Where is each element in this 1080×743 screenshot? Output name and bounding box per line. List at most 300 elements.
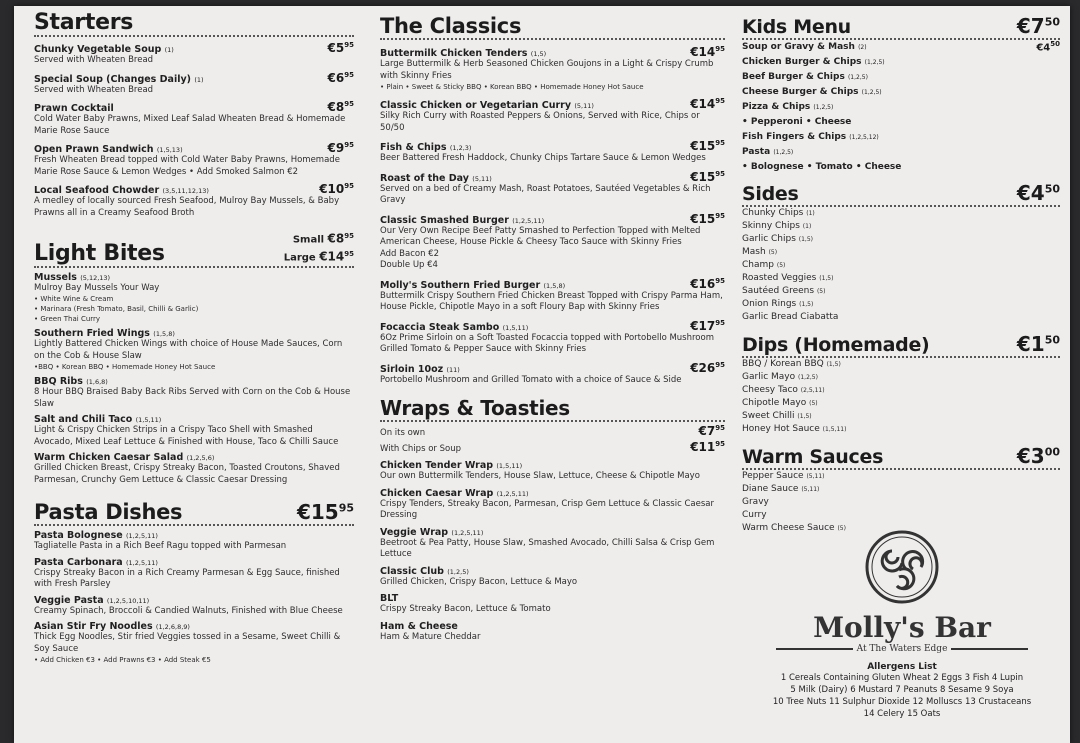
column-right [742,6,1060,719]
sides-header [742,181,1060,207]
menu-item [380,566,725,589]
classics-section [380,14,725,386]
menu-item-name [34,530,158,541]
menu-item-price [690,139,725,153]
menu-item-description: Served with Wheaten Bread [34,55,154,65]
pasta-price [297,500,354,524]
menu-item-title: Open Prawn Sandwich [34,144,154,155]
wraps-own-price [699,424,725,438]
menu-item-description: Served with Wheaten Bread [34,84,154,95]
menu-item-description: Served on a bed of Creamy Mash, Roast Potatoes, Sautéed Vegetables & Rich Gravy [380,183,711,205]
menu-item-name [34,185,209,196]
allergens-line-3: 10 Tree Nuts 11 Sulphur Dioxide 12 Molluscs 13 Crustaceans [772,697,1032,707]
allergen-codes: (3,5,11,12,13) [162,187,209,195]
menu-item-options: • Marinara (Fresh Tomato, Basil, Chilli & Garlic) [34,305,199,314]
allergen-codes: (1,2,5,10,11) [106,596,150,605]
menu-item [34,182,354,219]
allergens-line-4: 14 Celery 15 Oats [863,709,941,719]
allergen-codes: (5,12,13) [80,273,111,282]
menu-item-row [380,212,725,226]
price-euros: €10 [319,182,345,196]
classics-title: The Classics [380,14,522,38]
menu-item-title: Asian Stir Fry Noodles [34,621,153,633]
price-euros: €6 [327,70,345,85]
menu-item-description: Light & Crispy Chicken Strips in a Crispy Taco Shell with Smashed Avocado, Mixed Leaf Lettuce & Finished with House, Taco & Chilli Sauce [34,425,339,447]
sauces-price [1017,444,1060,468]
list-item [742,145,1060,160]
allergen-codes: (1,2,5) [813,104,834,111]
menu-item-row [34,414,354,425]
light-bites-list [34,272,354,487]
menu-item-title: BBQ Ribs [34,376,83,388]
menu-item-title: Special Soup (Changes Daily) [34,73,191,85]
list-item-name: Sautéed Greens [742,286,815,296]
allergen-codes: (1,5) [530,50,547,58]
light-bites-header [34,229,354,268]
price-euros: €15 [690,211,716,226]
menu-item-description: Grilled Chicken, Crispy Bacon, Lettuce & Mayo [380,576,578,587]
menu-item-name [380,566,469,577]
list-item [742,160,1060,175]
menu-item-name [34,595,149,606]
allergen-codes: (5) [776,262,786,269]
menu-item-name [380,527,483,538]
column-left [34,6,354,665]
menu-item-name [34,621,190,632]
menu-item-title: Classic Club [380,565,444,577]
menu-item [34,328,354,372]
allergen-codes: (1,2,5,12) [849,134,879,141]
list-item-name: Pepper Sauce [742,471,804,481]
menu-item-row [380,566,725,577]
price-cents: 95 [715,276,725,285]
menu-item-description: A medley of locally sourced Fresh Seafood, Mulroy Bay Mussels, & Baby Prawns all in a Creamy Seafood Broth [34,196,340,218]
allergen-codes: (1,2,5,11) [496,489,529,498]
menu-item-row [34,71,354,85]
menu-item-row [380,97,725,111]
wraps-chips-cents: 95 [715,439,725,448]
kids-body [742,40,1060,175]
list-item [742,371,1060,384]
menu-item-title: Pasta Bolognese [34,530,123,542]
menu-item-price [690,361,725,375]
light-bites-section [34,229,354,486]
allergen-codes: (1,2,3) [449,144,472,152]
menu-sheet [14,6,1070,743]
menu-item-title: Sirloin 10oz [380,363,444,375]
sides-section [742,181,1060,324]
menu-item-name [34,103,114,114]
menu-item-row [34,621,354,632]
list-item-name: Pasta [742,147,771,157]
allergen-codes: (1,2,5) [847,74,868,81]
menu-item-options: • White Wine & Cream [34,295,114,304]
list-item [742,130,1060,145]
list-item [742,410,1060,423]
menu-item-title: Warm Chicken Caesar Salad [34,452,184,464]
menu-item-description: Add Bacon €2 [380,248,439,259]
dips-price-cents: 50 [1044,333,1060,347]
sides-price-euros: €4 [1016,181,1045,205]
list-item [742,115,1060,130]
sauces-header [742,444,1060,470]
menu-item-name [380,593,398,604]
menu-item-row [34,328,354,339]
menu-item-price [690,170,725,184]
list-item [742,483,1060,496]
menu-item [380,319,725,356]
price-cents: 95 [715,318,725,327]
allergen-codes: (1,5) [819,275,834,282]
menu-item-title: Focaccia Steak Sambo [380,321,500,333]
dips-price [1017,332,1060,356]
allergen-codes: (1,2,5) [447,567,469,576]
allergen-codes: (1,5,11) [822,426,847,433]
list-item [742,470,1060,483]
allergen-codes: (1,2,5) [773,149,794,156]
wraps-chips-label: With Chips or Soup [380,443,461,454]
wraps-list [380,460,725,643]
price-cents: 95 [715,97,725,105]
allergen-codes: (1,5,11) [502,323,529,332]
menu-item-name [380,488,529,499]
kids-price-cents: 50 [1044,15,1060,29]
menu-item-price [328,141,354,155]
menu-item-name [34,328,175,339]
allergens-title: Allergens List [867,662,937,672]
list-item-name: • Pepperoni • Cheese [742,117,852,127]
price-euros: €14 [690,45,716,59]
menu-item-row [380,527,725,538]
menu-item-title: Mussels [34,271,77,283]
tagline-line-left [776,648,853,650]
menu-item-row [34,182,354,196]
menu-item-name [34,414,161,425]
price-cents: 95 [715,360,725,369]
menu-item-price [690,212,725,226]
allergen-codes: (1,5,8) [543,281,566,290]
menu-item [380,460,725,483]
small-label: Small [292,234,325,246]
menu-item-description: 6Oz Prime Sirloin on a Soft Toasted Focaccia topped with Portobello Mushroom Grilled Tomato & Pepper Sauce with Skinny Fries [380,332,714,354]
allergen-codes: (1,2,6,8,9) [155,623,190,632]
starters-section [34,10,354,219]
menu-item-price [319,182,354,196]
kids-list [742,40,1060,175]
list-item-name: Honey Hot Sauce [742,424,820,434]
menu-item-price [690,319,725,333]
menu-item-title: Fish & Chips [380,142,447,153]
menu-item [34,530,354,553]
brand-block [772,529,1032,720]
menu-item-options: • Add Chicken €3 • Add Prawns €3 • Add Steak €5 [34,656,211,665]
menu-item-description: Portobello Mushroom and Grilled Tomato with a choice of Sauce & Side [380,374,682,385]
allergen-codes: (1,5) [826,361,841,368]
menu-item-title: Veggie Pasta [34,594,104,606]
price-euros: €17 [690,318,716,333]
menu-item [34,376,354,410]
menu-item-row [380,361,725,375]
large-price: €14 [319,249,345,264]
list-item [742,259,1060,272]
menu-item-row [34,452,354,463]
menu-item-price [328,71,354,85]
menu-item-name [380,364,460,375]
menu-item [380,139,725,165]
allergen-codes: (1,6,8) [86,378,108,387]
kids-price [1017,14,1060,38]
menu-item-name [380,142,471,153]
menu-item-row [380,593,725,604]
menu-item-row [34,41,354,55]
allergen-codes: (1) [802,223,812,230]
list-item-name: Cheesy Taco [742,385,798,395]
menu-item-title: Chunky Vegetable Soup [34,44,162,55]
wraps-own-label: On its own [380,428,426,438]
menu-item-title: Veggie Wrap [380,526,449,538]
menu-item-description: Grilled Chicken Breast, Crispy Streaky Bacon, Toasted Croutons, Shaved Parmesan, Crunchy Gem Lettuce & Classic Caesar Dressing [34,463,340,485]
tagline-line-right [951,648,1028,650]
menu-item-title: Molly's Southern Fried Burger [380,279,541,291]
starters-list [34,41,354,219]
menu-item-name [380,173,492,184]
kids-header [742,14,1060,40]
menu-item [34,557,354,591]
menu-item-description: Thick Egg Noodles, Stir fried Veggies tossed in a Sesame, Sweet Chilli & Soy Sauce [34,632,341,654]
allergen-codes: (1) [194,75,204,84]
price-euros: €16 [690,276,716,291]
menu-item [380,527,725,561]
list-item-name: Garlic Mayo [742,372,796,382]
menu-item-name [34,74,204,85]
list-item-name: Gravy [742,497,769,507]
wraps-own-cents: 95 [715,424,725,432]
menu-item-title: Ham & Cheese [380,620,458,632]
sides-title: Sides [742,183,799,205]
dips-price-euros: €1 [1016,332,1045,356]
menu-item-row [380,460,725,471]
allergen-codes: (1,2,5,11) [512,216,545,225]
classics-list [380,45,725,386]
menu-item-row [380,488,725,499]
list-item-name: Garlic Bread Ciabatta [742,312,839,322]
list-item [742,496,1060,509]
list-item [742,233,1060,246]
classics-header [380,14,725,40]
menu-item-title: BLT [380,593,399,604]
wraps-chips-price [690,440,725,454]
small-cents: 95 [344,232,354,240]
allergen-codes: (5,11) [806,473,825,480]
menu-item-name [380,460,522,471]
allergen-codes: (1,2,5) [861,89,882,96]
allergen-codes: (5) [809,400,818,407]
wraps-own-euros: €7 [698,424,716,438]
menu-item-description: Silky Rich Curry with Roasted Peppers & Onions, Served with Rice, Chips or 50/50 [380,111,700,133]
list-item-name: Champ [742,260,774,270]
menu-item-name [34,44,174,55]
price-euros: €26 [690,360,716,375]
menu-item-title: Local Seafood Chowder [34,185,160,196]
list-item-name: Garlic Chips [742,234,796,244]
allergen-codes: (1,5) [797,413,812,420]
sides-list [742,207,1060,324]
menu-item-title: Chicken Tender Wrap [380,460,494,471]
menu-item-description: Our Very Own Recipe Beef Patty Smashed to Perfection Topped with Melted American Cheese, House Pickle & Cheesy Taco Sauce with Skinny Fries [380,225,701,247]
allergen-codes: (1,5) [798,236,813,243]
menu-item-name [380,100,594,111]
menu-item-row [380,139,725,153]
list-item [742,423,1060,436]
allergen-codes: (5,11) [801,486,820,493]
list-item-name: Fish Fingers & Chips [742,132,847,142]
column-middle [380,6,725,643]
kids-title: Kids Menu [742,16,851,38]
sauces-section [742,444,1060,535]
list-item-name: Warm Cheese Sauce [742,523,835,533]
menu-item-description: Fresh Wheaten Bread topped with Cold Water Baby Prawns, Homemade Marie Rose Sauce & Lemon Wedges • Add Smoked Salmon €2 [34,155,340,177]
allergen-codes: (1,2,5,11) [126,532,158,541]
menu-item [34,621,354,665]
list-item-name: Chipotle Mayo [742,398,807,408]
triskele-logo-icon [864,529,940,605]
menu-item [380,621,725,644]
dips-list [742,358,1060,436]
allergen-codes: (1,2,5,6) [186,454,215,463]
allergen-codes: (5,11) [472,174,492,183]
list-item [742,55,1060,70]
allergen-codes: (5) [837,525,846,532]
allergen-codes: (5) [816,288,826,295]
menu-item-description: Crispy Tenders, Streaky Bacon, Parmesan, Crisp Gem Lettuce & Classic Caesar Dressing [380,498,714,520]
menu-item-title: Classic Smashed Burger [380,214,509,226]
dips-title: Dips (Homemade) [742,334,930,356]
menu-item-description: Large Buttermilk & Herb Seasoned Chicken Goujons in a Light & Crispy Crumb with Skinny Fries [380,59,714,81]
allergen-codes: (2,5,11) [800,387,825,394]
price-cents: 95 [344,182,354,190]
menu-item-description: Double Up €4 [380,260,438,270]
allergen-codes: (5) [768,249,778,256]
list-item [742,311,1060,324]
menu-item-description: 8 Hour BBQ Braised Baby Back Ribs Served with Corn on the Cob & House Slaw [34,387,351,409]
allergen-codes: (2) [858,44,867,51]
allergens-list [772,672,1032,720]
sauces-price-cents: 00 [1044,445,1060,459]
menu-item-options: • Green Thai Curry [34,315,101,324]
large-cents: 95 [344,250,354,259]
menu-item-title: Classic Chicken or Vegetarian Curry [380,100,572,111]
list-item-name: Pizza & Chips [742,102,811,112]
allergens-line-1: 1 Cereals Containing Gluten Wheat 2 Eggs 3 Fish 4 Lupin [780,673,1024,683]
wraps-title: Wraps & Toasties [380,396,570,420]
wraps-header [380,396,725,422]
allergen-codes: (1,2,5,11) [451,528,484,537]
menu-item-price [328,100,354,114]
menu-item [34,452,354,486]
list-item [742,509,1060,522]
list-item-name: Skinny Chips [742,221,800,231]
menu-item [380,97,725,134]
menu-item-description: Tagliatelle Pasta in a Rich Beef Ragu topped with Parmesan [34,541,287,552]
price-euros: €15 [690,139,716,153]
list-item-name: Onion Rings [742,299,797,309]
list-item-name: Roasted Veggies [742,273,817,283]
allergen-codes: (1,2,5) [864,59,885,66]
allergen-codes: (1,5,11) [135,416,162,425]
list-item-name: Mash [742,247,766,257]
kids-section [742,14,1060,175]
list-item [742,40,1060,55]
list-item-name: Soup or Gravy & Mash [742,42,855,52]
brand-tagline-row [772,644,1032,654]
list-item [742,384,1060,397]
menu-item-name [34,144,183,155]
menu-item-row [34,141,354,155]
wraps-own-row [380,424,725,440]
menu-item-price [690,97,725,111]
light-bites-prices [284,229,354,266]
price-euros: €5 [327,41,345,55]
starters-title: Starters [34,10,134,35]
menu-item [380,361,725,387]
menu-item-name [380,48,546,59]
menu-item-row [34,557,354,568]
price-cents: 95 [344,41,354,49]
list-item [742,207,1060,220]
sauces-price-euros: €3 [1016,444,1045,468]
menu-item-description: Creamy Spinach, Broccoli & Candied Walnuts, Finished with Blue Cheese [34,605,343,616]
price-euros: €14 [690,97,716,111]
menu-item-title: Chicken Caesar Wrap [380,487,494,499]
menu-item-name [380,215,544,226]
list-item [742,70,1060,85]
menu-item-description: Ham & Mature Cheddar [380,631,481,642]
menu-item [380,45,725,92]
allergen-codes: (1) [164,46,174,54]
list-item [742,246,1060,259]
menu-item [34,272,354,325]
brand-tagline: At The Waters Edge [856,644,948,654]
menu-item-row [380,319,725,333]
menu-item-title: Pasta Carbonara [34,556,123,568]
menu-item [380,488,725,522]
kids-price-2 [1036,40,1060,53]
menu-item [380,593,725,616]
sides-price [1017,181,1060,205]
menu-item-row [34,272,354,283]
menu-item-row [34,595,354,606]
menu-item-row [380,621,725,632]
list-item [742,100,1060,115]
menu-item-title: Salt and Chili Taco [34,414,133,426]
price-euros: €8 [327,100,345,114]
allergen-codes: (1) [806,210,815,217]
menu-item-name [380,280,565,291]
light-bites-title: Light Bites [34,240,165,266]
kids-price2-cents: 50 [1050,40,1060,48]
menu-item-price [690,45,725,59]
wraps-chips-row [380,440,725,456]
menu-item-description: Crispy Streaky Bacon in a Rich Creamy Parmesan & Egg Sauce, finished with Fresh Parsley [34,567,340,590]
pasta-title: Pasta Dishes [34,500,183,525]
allergen-codes: (1,2,5) [798,374,818,381]
menu-item-description: Buttermilk Crispy Southern Fried Chicken Breast Topped with Crispy Parma Ham, House Pickle, Chipotle Mayo in a soft Floury Bap with Skinny Fries [380,290,723,312]
menu-item-description: Beetroot & Pea Patty, House Slaw, Smashed Avocado, Chilli Salsa & Crisp Gem Lettuce [380,537,715,559]
sauces-list [742,470,1060,535]
pasta-header [34,500,354,526]
list-item [742,298,1060,311]
menu-item-name [34,452,214,463]
